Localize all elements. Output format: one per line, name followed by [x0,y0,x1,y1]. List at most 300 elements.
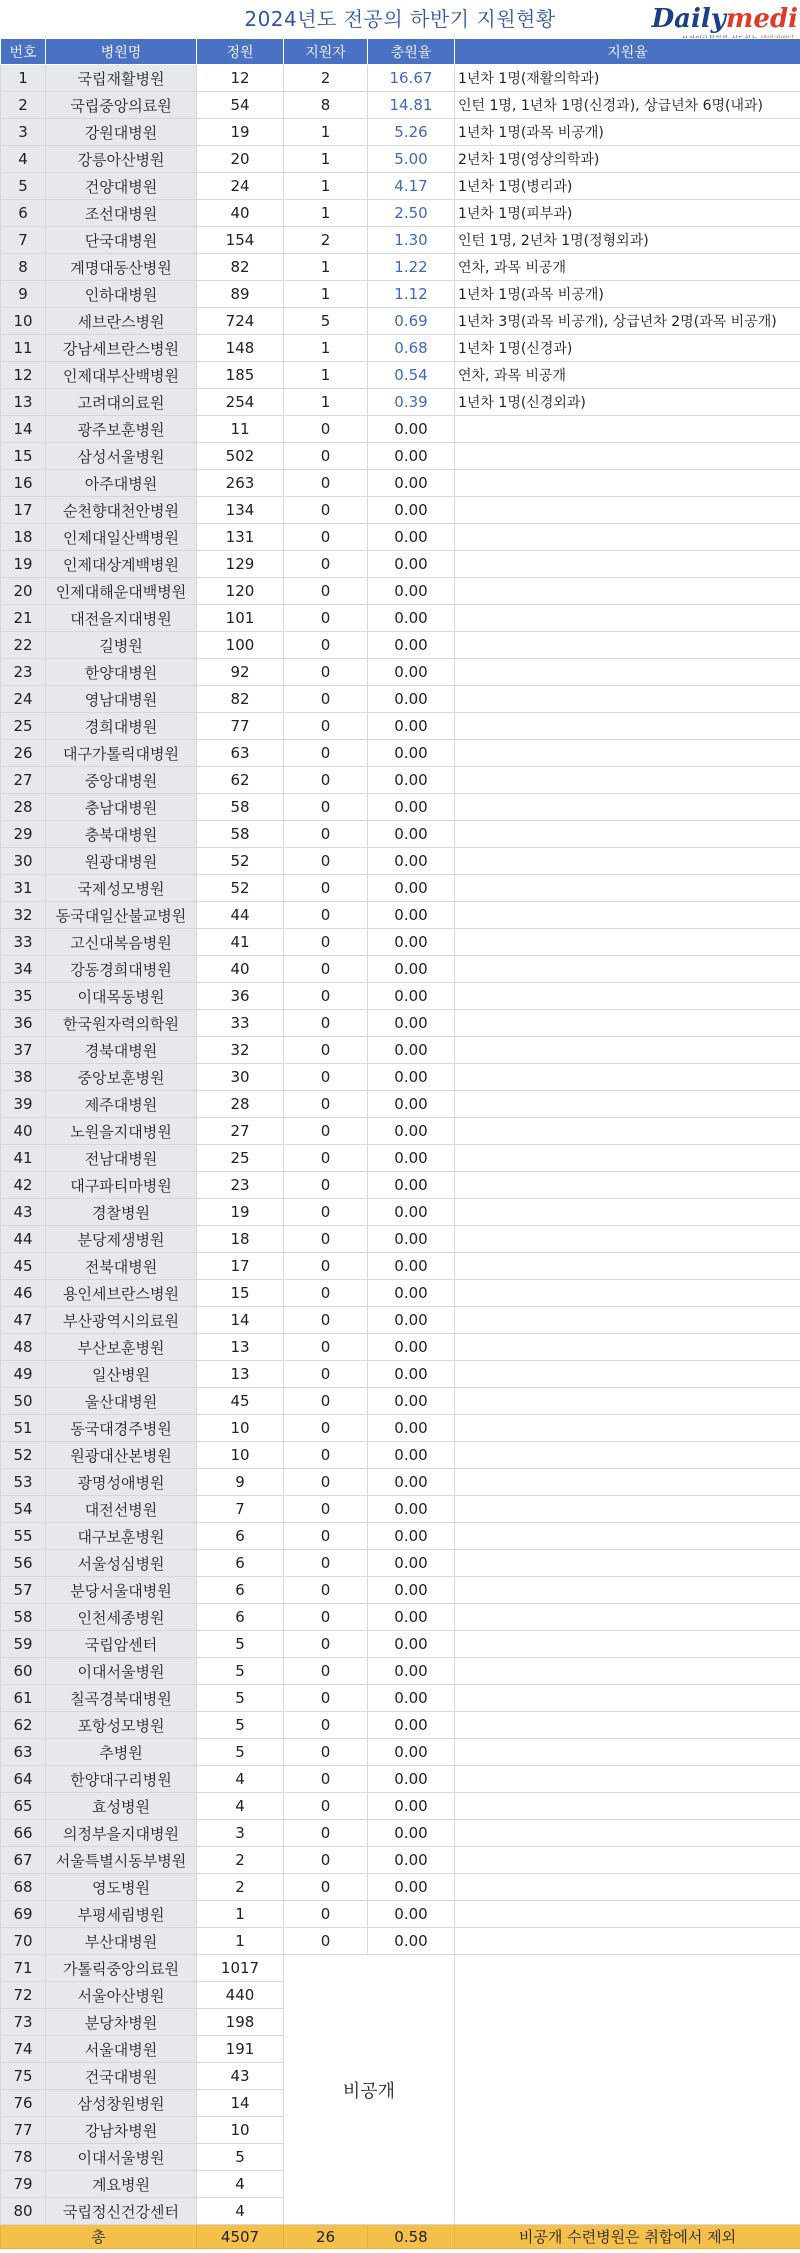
row-number: 16 [1,470,46,497]
private-blank-cell [455,1955,800,2225]
row-number: 21 [1,605,46,632]
applicant-count: 0 [284,1145,368,1172]
table-row [1,983,800,1010]
fill-rate-value: 0.54 [368,362,455,389]
quota-value: 2 [197,1847,284,1874]
hospital-name: 조선대병원 [46,200,197,227]
table-body [1,65,800,2249]
fill-rate-value: 0.00 [368,767,455,794]
quota-value: 4 [197,2171,284,2198]
quota-value: 36 [197,983,284,1010]
quota-value: 62 [197,767,284,794]
hospital-name: 서울아산병원 [46,1982,197,2009]
row-number: 47 [1,1307,46,1334]
applicant-count: 0 [284,767,368,794]
hospital-name: 계명대동산병원 [46,254,197,281]
table-row [1,578,800,605]
col-header-applicants: 지원자 [284,39,368,65]
application-detail [455,1064,800,1091]
quota-value: 52 [197,875,284,902]
row-number: 62 [1,1712,46,1739]
application-detail [455,1145,800,1172]
applicant-count: 0 [284,1118,368,1145]
row-number: 64 [1,1766,46,1793]
fill-rate-value: 0.00 [368,1874,455,1901]
table-row [1,254,800,281]
table-row [1,92,800,119]
applicant-count: 0 [284,1388,368,1415]
row-number: 7 [1,227,46,254]
hospital-name: 부산대병원 [46,1928,197,1955]
quota-value: 4 [197,2198,284,2225]
applicant-count: 0 [284,1442,368,1469]
fill-rate-value: 0.00 [368,1253,455,1280]
col-header-application-detail: 지원율 [455,39,800,65]
hospital-name: 부산보훈병원 [46,1334,197,1361]
table-row [1,1010,800,1037]
row-number: 65 [1,1793,46,1820]
applicant-count: 0 [284,1739,368,1766]
applicant-count: 0 [284,1091,368,1118]
quota-value: 15 [197,1280,284,1307]
total-quota: 4507 [197,2225,284,2249]
table-row [1,1577,800,1604]
application-detail [455,1631,800,1658]
fill-rate-value: 0.00 [368,686,455,713]
hospital-name: 원광대산본병원 [46,1442,197,1469]
applicant-count: 0 [284,1550,368,1577]
table-row [1,1064,800,1091]
hospital-name: 강남차병원 [46,2117,197,2144]
table-row [1,1523,800,1550]
table-row [1,1847,800,1874]
quota-value: 17 [197,1253,284,1280]
hospital-name: 건양대병원 [46,173,197,200]
hospital-name: 강남세브란스병원 [46,335,197,362]
application-detail: 1년차 1명(신경외과) [455,389,800,416]
quota-value: 10 [197,1415,284,1442]
hospital-name: 분당제생병원 [46,1226,197,1253]
application-detail [455,956,800,983]
fill-rate-value: 0.00 [368,983,455,1010]
application-detail [455,443,800,470]
application-detail [455,686,800,713]
fill-rate-value: 0.00 [368,902,455,929]
table-row [1,713,800,740]
applicant-count: 0 [284,1307,368,1334]
table-row [1,1469,800,1496]
applicant-count: 1 [284,335,368,362]
quota-value: 5 [197,1631,284,1658]
applicant-count: 0 [284,1010,368,1037]
fill-rate-value: 0.00 [368,1388,455,1415]
quota-value: 13 [197,1361,284,1388]
row-number: 10 [1,308,46,335]
row-number: 31 [1,875,46,902]
row-number: 24 [1,686,46,713]
fill-rate-value: 0.00 [368,1685,455,1712]
application-detail [455,1226,800,1253]
application-detail: 1년차 1명(신경과) [455,335,800,362]
hospital-name: 이대서울병원 [46,2144,197,2171]
hospital-name: 삼성창원병원 [46,2090,197,2117]
total-fill-rate: 0.58 [368,2225,455,2249]
table-row [1,1415,800,1442]
hospital-name: 한국원자력의학원 [46,1010,197,1037]
quota-value: 13 [197,1334,284,1361]
row-number: 39 [1,1091,46,1118]
application-detail [455,983,800,1010]
row-number: 26 [1,740,46,767]
hospital-name: 포항성모병원 [46,1712,197,1739]
table-row [1,767,800,794]
application-detail [455,1361,800,1388]
quota-value: 24 [197,173,284,200]
fill-rate-value: 0.39 [368,389,455,416]
total-row [1,2225,800,2249]
table-row [1,686,800,713]
row-number: 74 [1,2036,46,2063]
hospital-name: 동국대일산불교병원 [46,902,197,929]
row-number: 71 [1,1955,46,1982]
table-row [1,1766,800,1793]
hospital-name: 서울성심병원 [46,1550,197,1577]
hospital-name: 삼성서울병원 [46,443,197,470]
applicant-count: 0 [284,1577,368,1604]
fill-rate-value: 4.17 [368,173,455,200]
fill-rate-value: 0.00 [368,1280,455,1307]
applicant-count: 1 [284,173,368,200]
application-detail [455,1010,800,1037]
quota-value: 18 [197,1226,284,1253]
application-detail: 연차, 과목 비공개 [455,254,800,281]
hospital-name: 울산대병원 [46,1388,197,1415]
row-number: 52 [1,1442,46,1469]
table-row [1,1388,800,1415]
row-number: 57 [1,1577,46,1604]
applicant-count: 0 [284,1847,368,1874]
application-detail [455,1847,800,1874]
hospital-name: 제주대병원 [46,1091,197,1118]
table-row [1,281,800,308]
row-number: 70 [1,1928,46,1955]
table-row [1,227,800,254]
application-detail: 1년차 1명(피부과) [455,200,800,227]
application-detail [455,1928,800,1955]
fill-rate-value: 0.00 [368,1550,455,1577]
quota-value: 92 [197,659,284,686]
quota-value: 120 [197,578,284,605]
fill-rate-value: 0.00 [368,848,455,875]
hospital-name: 인천세종병원 [46,1604,197,1631]
hospital-name: 효성병원 [46,1793,197,1820]
quota-value: 30 [197,1064,284,1091]
row-number: 32 [1,902,46,929]
fill-rate-value: 0.00 [368,1523,455,1550]
hospital-name: 경희대병원 [46,713,197,740]
row-number: 79 [1,2171,46,2198]
page-title: 2024년도 전공의 하반기 지원현황 [244,7,556,31]
logo-text-daily: Daily [651,4,726,34]
table-row [1,524,800,551]
row-number: 20 [1,578,46,605]
table-row [1,1361,800,1388]
applicant-count: 0 [284,875,368,902]
hospital-name: 국립암센터 [46,1631,197,1658]
fill-rate-value: 0.00 [368,794,455,821]
application-detail [455,1091,800,1118]
row-number: 25 [1,713,46,740]
applicant-count: 0 [284,1523,368,1550]
table-row [1,443,800,470]
quota-value: 263 [197,470,284,497]
application-detail [455,470,800,497]
row-number: 28 [1,794,46,821]
row-number: 33 [1,929,46,956]
quota-value: 82 [197,686,284,713]
row-number: 54 [1,1496,46,1523]
applicant-count: 0 [284,740,368,767]
quota-value: 7 [197,1496,284,1523]
fill-rate-value: 0.00 [368,1199,455,1226]
row-number: 73 [1,2009,46,2036]
quota-value: 101 [197,605,284,632]
applicant-count: 0 [284,1469,368,1496]
application-detail [455,1118,800,1145]
applicant-count: 0 [284,659,368,686]
fill-rate-value: 0.00 [368,659,455,686]
quota-value: 11 [197,416,284,443]
table-row [1,605,800,632]
quota-value: 191 [197,2036,284,2063]
quota-value: 254 [197,389,284,416]
quota-value: 4 [197,1793,284,1820]
application-detail [455,1307,800,1334]
fill-rate-value: 0.00 [368,1037,455,1064]
applicant-count: 0 [284,794,368,821]
applicant-count: 0 [284,497,368,524]
fill-rate-value: 0.00 [368,443,455,470]
hospital-name: 한양대구리병원 [46,1766,197,1793]
application-detail [455,605,800,632]
table-row [1,362,800,389]
hospital-name: 서울대병원 [46,2036,197,2063]
quota-value: 154 [197,227,284,254]
application-detail: 1년차 3명(과목 비공개), 상급년차 2명(과목 비공개) [455,308,800,335]
row-number: 77 [1,2117,46,2144]
table-row [1,335,800,362]
quota-value: 9 [197,1469,284,1496]
hospital-name: 인하대병원 [46,281,197,308]
hospital-name: 전남대병원 [46,1145,197,1172]
hospital-name: 의정부을지대병원 [46,1820,197,1847]
fill-rate-value: 0.00 [368,956,455,983]
hospital-name: 분당서울대병원 [46,1577,197,1604]
quota-value: 185 [197,362,284,389]
row-number: 30 [1,848,46,875]
applicant-count: 0 [284,632,368,659]
hospital-name: 강원대병원 [46,119,197,146]
applicant-count: 0 [284,686,368,713]
row-number: 67 [1,1847,46,1874]
row-number: 40 [1,1118,46,1145]
applicant-count: 0 [284,956,368,983]
fill-rate-value: 0.00 [368,1604,455,1631]
applicant-count: 0 [284,1820,368,1847]
hospital-name: 광명성애병원 [46,1469,197,1496]
application-detail [455,1199,800,1226]
application-detail: 2년차 1명(영상의학과) [455,146,800,173]
application-detail [455,1469,800,1496]
fill-rate-value: 0.00 [368,497,455,524]
quota-value: 82 [197,254,284,281]
hospital-name: 순천향대천안병원 [46,497,197,524]
quota-value: 12 [197,65,284,92]
fill-rate-value: 0.00 [368,875,455,902]
row-number: 49 [1,1361,46,1388]
application-detail [455,1496,800,1523]
hospital-name: 세브란스병원 [46,308,197,335]
fill-rate-value: 0.00 [368,1901,455,1928]
table-row [1,1874,800,1901]
application-detail [455,1280,800,1307]
application-detail [455,1334,800,1361]
fill-rate-value: 0.00 [368,524,455,551]
table-row [1,1631,800,1658]
total-note: 비공개 수련병원은 취합에서 제외 [455,2225,800,2249]
fill-rate-value: 0.00 [368,1766,455,1793]
table-row [1,659,800,686]
page-header [0,0,800,38]
quota-value: 1 [197,1901,284,1928]
quota-value: 77 [197,713,284,740]
applicant-count: 0 [284,1496,368,1523]
fill-rate-value: 0.00 [368,1658,455,1685]
hospital-name: 광주보훈병원 [46,416,197,443]
fill-rate-value: 5.00 [368,146,455,173]
row-number: 11 [1,335,46,362]
application-detail [455,1388,800,1415]
application-detail [455,875,800,902]
quota-value: 54 [197,92,284,119]
table-row [1,740,800,767]
application-detail: 1년차 1명(과목 비공개) [455,281,800,308]
application-detail [455,1523,800,1550]
table-row [1,1550,800,1577]
applicant-count: 0 [284,1280,368,1307]
hospital-name: 일산병원 [46,1361,197,1388]
quota-value: 724 [197,308,284,335]
quota-value: 45 [197,1388,284,1415]
quota-value: 134 [197,497,284,524]
row-number: 43 [1,1199,46,1226]
fill-rate-value: 0.00 [368,821,455,848]
row-number: 35 [1,983,46,1010]
fill-rate-value: 0.00 [368,1712,455,1739]
hospital-name: 강동경희대병원 [46,956,197,983]
quota-value: 1 [197,1928,284,1955]
hospital-name: 대구파티마병원 [46,1172,197,1199]
application-detail [455,1793,800,1820]
fill-rate-value: 14.81 [368,92,455,119]
application-detail [455,1874,800,1901]
table-row [1,551,800,578]
hospital-name: 영남대병원 [46,686,197,713]
table-row [1,1226,800,1253]
quota-value: 5 [197,1739,284,1766]
applicant-count: 0 [284,578,368,605]
application-detail [455,821,800,848]
quota-value: 14 [197,2090,284,2117]
row-number: 58 [1,1604,46,1631]
quota-value: 148 [197,335,284,362]
fill-rate-value: 0.00 [368,1577,455,1604]
table-row [1,470,800,497]
applicant-count: 0 [284,1361,368,1388]
hospital-name: 아주대병원 [46,470,197,497]
quota-value: 27 [197,1118,284,1145]
fill-rate-value: 0.00 [368,1415,455,1442]
application-detail [455,1901,800,1928]
quota-value: 100 [197,632,284,659]
table-row [1,497,800,524]
fill-rate-value: 0.00 [368,551,455,578]
hospital-name: 국립재활병원 [46,65,197,92]
applicant-count: 0 [284,605,368,632]
total-label: 총 [1,2225,197,2249]
applicant-count: 0 [284,443,368,470]
applicant-count: 1 [284,281,368,308]
table-row [1,1145,800,1172]
fill-rate-value: 0.00 [368,713,455,740]
hospital-name: 국립중앙의료원 [46,92,197,119]
applicant-count: 0 [284,1874,368,1901]
quota-value: 6 [197,1550,284,1577]
row-number: 22 [1,632,46,659]
fill-rate-value: 0.00 [368,1928,455,1955]
table-row-private [1,1955,800,1982]
fill-rate-value: 0.00 [368,1307,455,1334]
table-row [1,794,800,821]
quota-value: 440 [197,1982,284,2009]
row-number: 61 [1,1685,46,1712]
row-number: 5 [1,173,46,200]
row-number: 6 [1,200,46,227]
fill-rate-value: 0.00 [368,1334,455,1361]
table-row [1,1118,800,1145]
applicant-count: 8 [284,92,368,119]
fill-rate-value: 0.00 [368,1496,455,1523]
row-number: 2 [1,92,46,119]
hospital-name: 계요병원 [46,2171,197,2198]
quota-value: 5 [197,1658,284,1685]
table-row [1,1928,800,1955]
hospital-name: 대전선병원 [46,1496,197,1523]
table-row [1,1037,800,1064]
hospital-name: 중앙대병원 [46,767,197,794]
hospital-name: 인제대일산백병원 [46,524,197,551]
row-number: 4 [1,146,46,173]
table-row [1,416,800,443]
row-number: 80 [1,2198,46,2225]
application-detail [455,740,800,767]
row-number: 17 [1,497,46,524]
quota-value: 58 [197,821,284,848]
row-number: 13 [1,389,46,416]
hospital-name: 대전을지대병원 [46,605,197,632]
row-number: 48 [1,1334,46,1361]
application-detail [455,1172,800,1199]
